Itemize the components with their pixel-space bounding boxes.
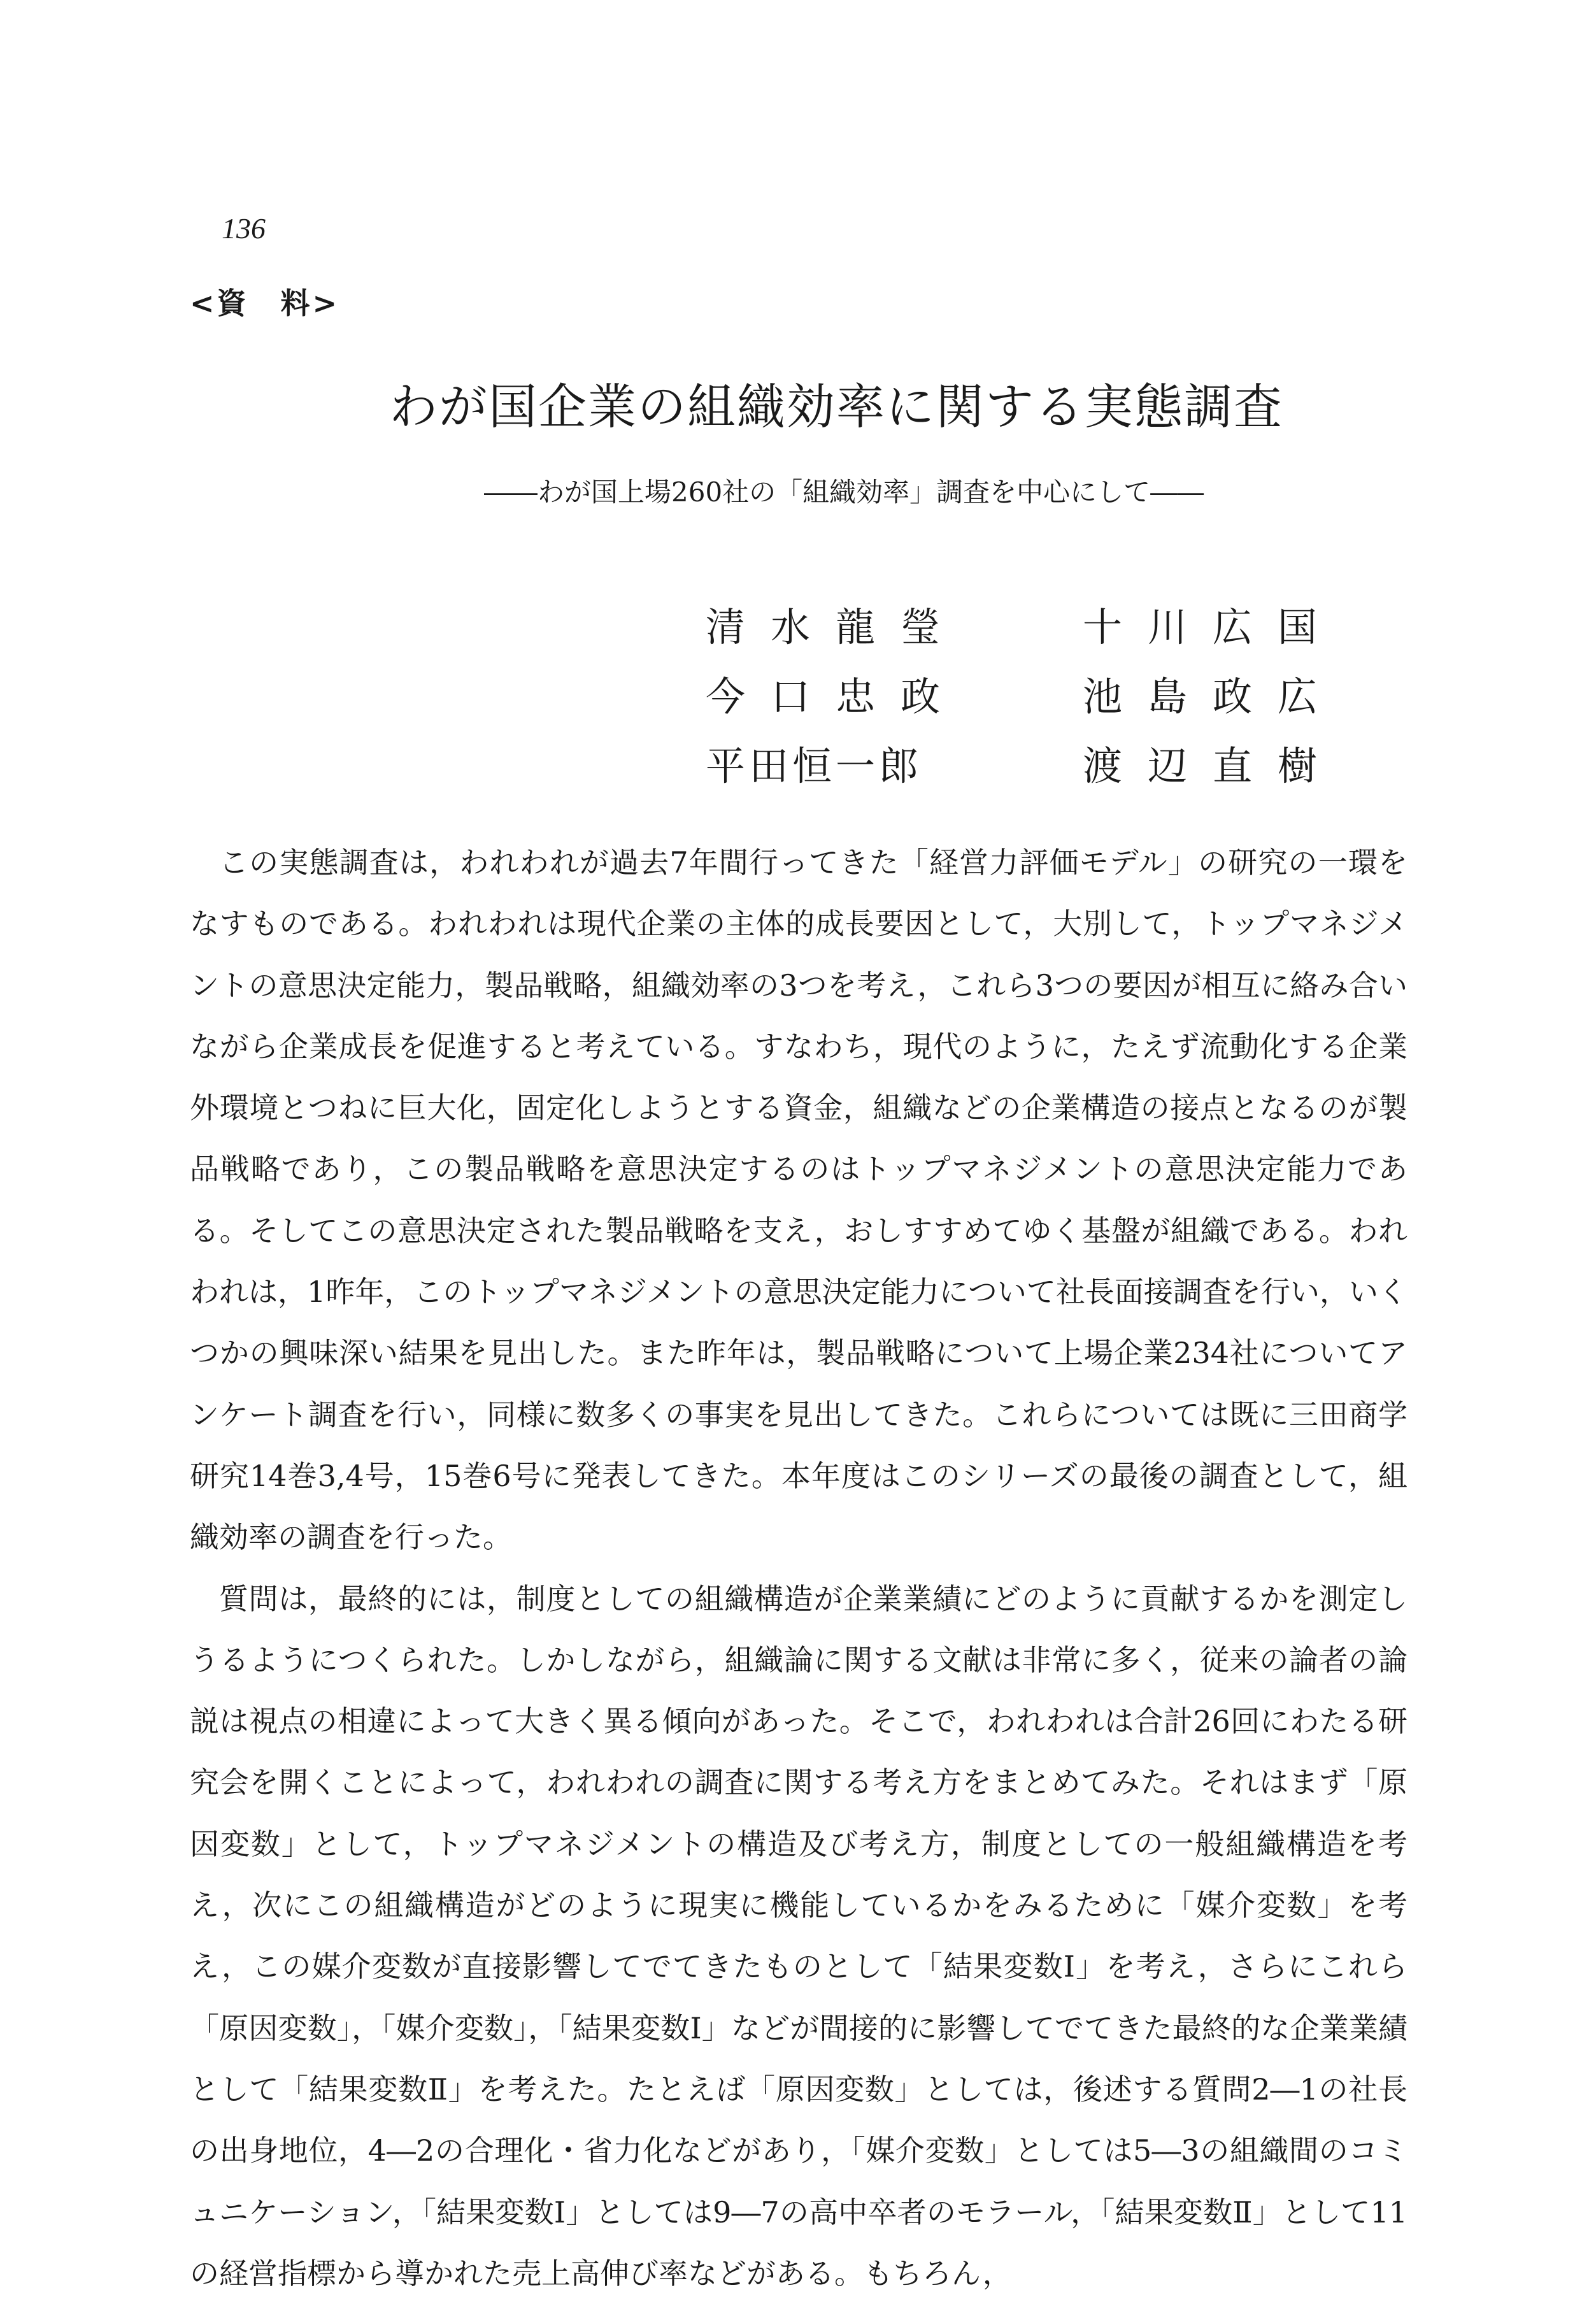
author-name: 十川広国	[1082, 604, 1343, 650]
body-paragraph: この実態調査は，われわれが過去7年間行ってきた「経営力評価モデル」の研究の一環をなすものである。われわれは現代企業の主体的成長要因として，大別して，トップマネジメントの意思決定能力，製品戦略，組織効率の3つを考え，これら3つの要因が相互に絡み合いながら企業成長を促進すると考えている。すなわち，現代のように，たえず流動化する企業外環境とつねに巨大化，固定化しようとする資金，組織などの企業構造の接点となるのが製品戦略であり，この製品戦略を意思決定するのはトップマネジメントの意思決定能力である。そしてこの意思決定された製品戦略を支え，おしすすめてゆく基盤が組織である。われわれは，1昨年，このトップマネジメントの意思決定能力について社長面接調査を行い，いくつかの興味深い結果を見出した。また昨年は，製品戦略について上場企業234社についてアンケート調査を行い，同様に数多くの事実を見出してきた。これらについては既に三田商学研究14巻3,4号，15巻6号に発表してきた。本年度はこのシリーズの最後の調査として，組織効率の調査を行った。	[190, 845, 1408, 1555]
author-row	[706, 659, 1343, 728]
author-row	[706, 728, 1343, 798]
author-row	[706, 589, 1343, 659]
article-title: わが国企業の組織効率に関する実態調査	[389, 378, 1283, 435]
article-body	[190, 832, 1407, 2304]
author-name: 今口忠政	[706, 673, 966, 720]
article-subtitle: ――わが国上場260社の「組織効率」調査を中心にして――	[484, 476, 1204, 508]
author-name: 平田恒一郎	[706, 743, 923, 789]
author-list	[706, 589, 1343, 798]
page-number: 136	[222, 212, 266, 245]
author-name: 池島政広	[1082, 673, 1343, 720]
author-name: 渡辺直樹	[1082, 743, 1343, 789]
body-paragraph: 質問は，最終的には，制度としての組織構造が企業業績にどのように貢献するかを測定しうるようにつくられた。しかしながら，組織論に関する文献は非常に多く，従来の論者の論説は視点の相違によって大きく異る傾向があった。そこで，われわれは合計26回にわたる研究会を開くことによって，われわれの調査に関する考え方をまとめてみた。それはまず「原因変数」として，トップマネジメントの構造及び考え方，制度としての一般組織構造を考え，次にこの組織構造がどのように現実に機能しているかをみるために「媒介変数」を考え，この媒介変数が直接影響してでてきたものとして「結果変数Ⅰ」を考え，さらにこれら「原因変数」，「媒介変数」，「結果変数Ⅰ」などが間接的に影響してでてきた最終的な企業業績として「結果変数Ⅱ」を考えた。たとえば「原因変数」としては，後述する質問2―1の社長の出身地位，4―2の合理化・省力化などがあり，「媒介変数」としては5―3の組織間のコミュニケーション，「結果変数Ⅰ」としては9―7の高中卒者のモラール，「結果変数Ⅱ」として11の経営指標から導かれた売上高伸び率などがある。もちろん，	[190, 1581, 1407, 2291]
author-name: 清水龍瑩	[706, 604, 966, 650]
section-label: <資 料>	[190, 286, 340, 320]
